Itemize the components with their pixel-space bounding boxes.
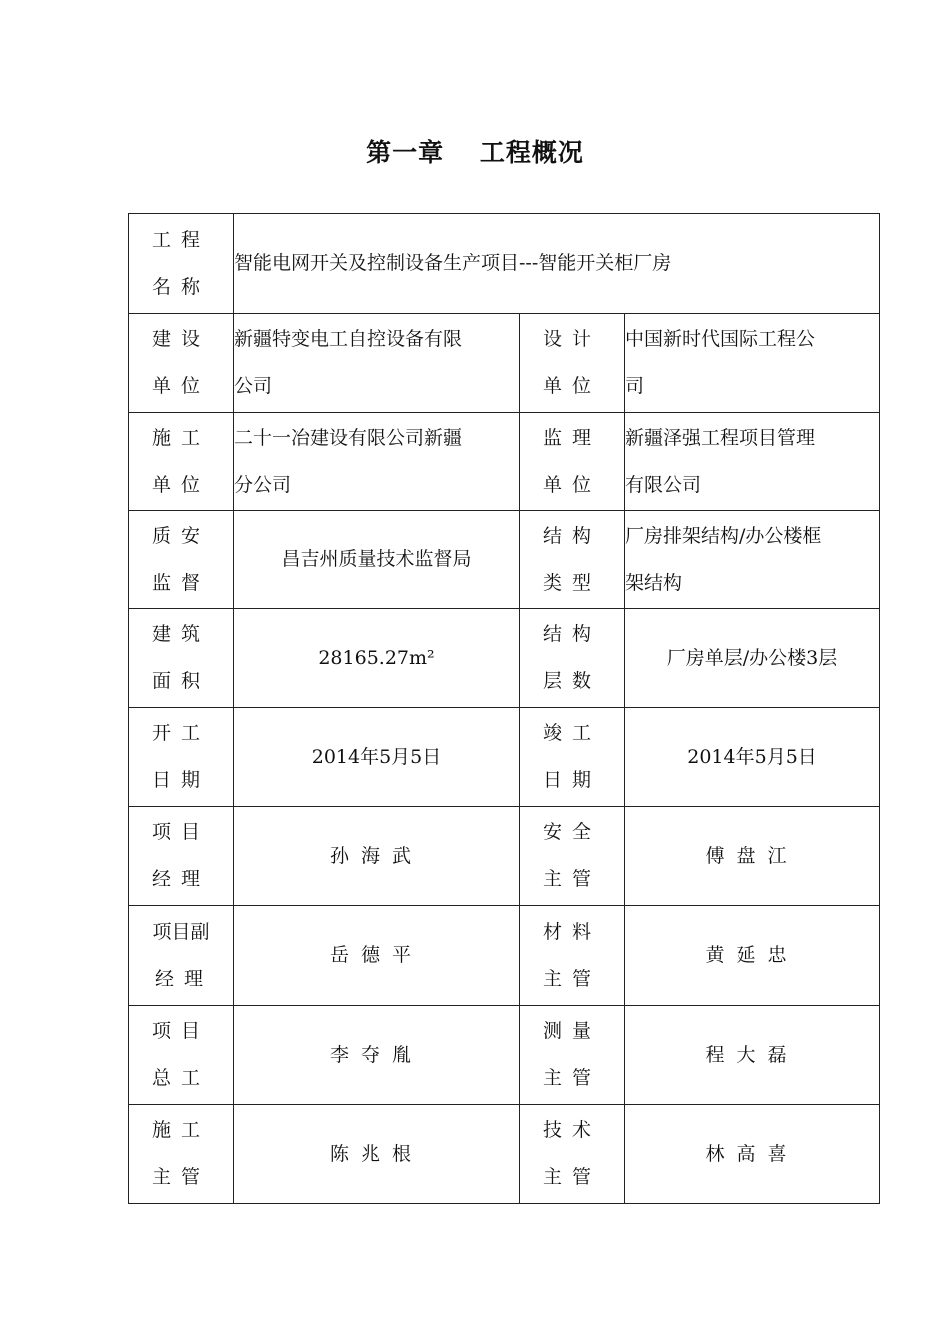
label-technical-supervisor: 技术 主管 [520,1105,625,1204]
table-row [129,314,880,413]
label-project-manager: 项目 经理 [129,807,234,906]
label-builder: 施工 单位 [129,413,234,511]
label-deputy-manager: 项目副 经理 [129,906,234,1006]
label-quality-safety: 质安 监督 [129,511,234,609]
label-chief-engineer: 项目 总工 [129,1006,234,1105]
value-start-date: 2014年5月5日 [234,708,520,807]
value-construction-unit: 新疆特变电工自控设备有限 公司 [234,314,520,413]
label-completion-date: 竣工 日期 [520,708,625,807]
value-structure-type: 厂房排架结构/办公楼框 架结构 [625,511,880,609]
value-material-supervisor: 黄延忠 [625,906,880,1006]
value-construction-supervisor: 陈兆根 [234,1105,520,1204]
value-chief-engineer: 李夺胤 [234,1006,520,1105]
table-row [129,511,880,609]
label-structure-floors: 结构 层数 [520,609,625,708]
table-row [129,807,880,906]
table-row [129,708,880,807]
table-row [129,906,880,1006]
table-row [129,1006,880,1105]
value-project-manager: 孙海武 [234,807,520,906]
table-row-project-name [129,214,880,314]
table-row [129,413,880,511]
label-survey-supervisor: 测量 主管 [520,1006,625,1105]
value-builder: 二十一冶建设有限公司新疆 分公司 [234,413,520,511]
value-project-name: 智能电网开关及控制设备生产项目---智能开关柜厂房 [234,214,880,314]
chapter-title: 第一章 工程概况 [366,138,584,167]
table-row [129,609,880,708]
table-row [129,1105,880,1204]
label-supervisor-unit: 监理 单位 [520,413,625,511]
label-safety-supervisor: 安全 主管 [520,807,625,906]
label-design-unit: 设计 单位 [520,314,625,413]
value-supervisor-unit: 新疆泽强工程项目管理 有限公司 [625,413,880,511]
value-completion-date: 2014年5月5日 [625,708,880,807]
label-project-name: 工程 名称 [129,214,234,314]
label-construction-supervisor: 施工 主管 [129,1105,234,1204]
value-technical-supervisor: 林高喜 [625,1105,880,1204]
value-safety-supervisor: 傅盘江 [625,807,880,906]
label-construction-unit: 建设 单位 [129,314,234,413]
project-overview-table [128,213,880,1204]
label-building-area: 建筑 面积 [129,609,234,708]
value-structure-floors: 厂房单层/办公楼3层 [625,609,880,708]
label-structure-type: 结构 类型 [520,511,625,609]
value-design-unit: 中国新时代国际工程公 司 [625,314,880,413]
value-survey-supervisor: 程大磊 [625,1006,880,1105]
value-deputy-manager: 岳德平 [234,906,520,1006]
value-quality-safety: 昌吉州质量技术监督局 [234,511,520,609]
value-building-area: 28165.27m² [234,609,520,708]
label-material-supervisor: 材料 主管 [520,906,625,1006]
label-start-date: 开工 日期 [129,708,234,807]
